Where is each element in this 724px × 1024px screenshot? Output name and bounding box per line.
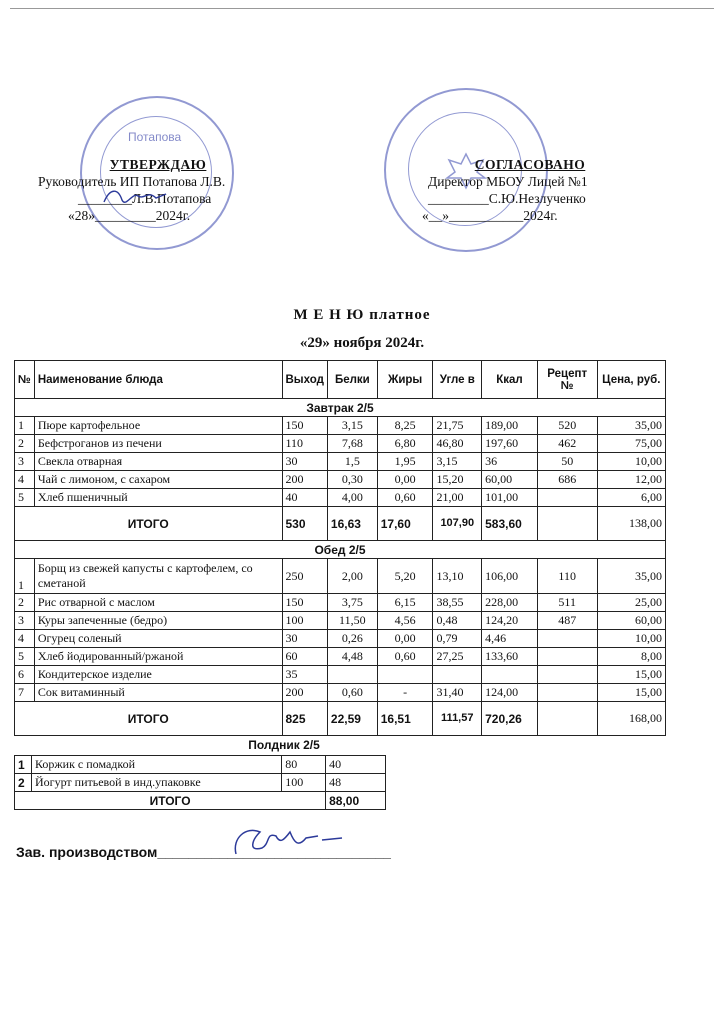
total-recipe-empty (537, 507, 597, 541)
dish-fat: 8,25 (377, 417, 433, 435)
row-number: 4 (15, 471, 35, 489)
dish-protein: 1,5 (327, 453, 377, 471)
snack-total-row (15, 792, 386, 810)
dish-carbs: 21,75 (433, 417, 482, 435)
dish-output: 30 (282, 630, 327, 648)
signature-label: Зав. производством______________________________ (16, 844, 391, 860)
table-row (15, 453, 666, 471)
stamp-left-text: Потапова (128, 130, 182, 144)
dish-protein: 7,68 (327, 435, 377, 453)
dish-fat: 6,15 (377, 594, 433, 612)
dish-name: Хлеб йодированный/ржаной (34, 648, 282, 666)
breakfast-total-row (15, 507, 666, 541)
dish-protein: 0,60 (327, 684, 377, 702)
row-number: 1 (15, 756, 32, 774)
dish-name: Хлеб пшеничный (34, 489, 282, 507)
dish-protein: 0,30 (327, 471, 377, 489)
dish-recipe: 462 (537, 435, 597, 453)
dish-recipe: 520 (537, 417, 597, 435)
col-carbs: Угле в (433, 361, 482, 399)
table-row (15, 666, 666, 684)
total-price: 138,00 (597, 507, 665, 541)
total-fat: 17,60 (377, 507, 433, 541)
dish-price: 6,00 (597, 489, 665, 507)
dish-kcal (482, 666, 538, 684)
dish-carbs: 38,55 (433, 594, 482, 612)
row-number: 6 (15, 666, 35, 684)
dish-output: 100 (282, 612, 327, 630)
row-number: 3 (15, 453, 35, 471)
col-kcal: Ккал (482, 361, 538, 399)
row-number: 5 (15, 489, 35, 507)
menu-title: М Е Н Ю платное (293, 307, 431, 323)
dish-protein: 2,00 (327, 559, 377, 594)
dish-fat: - (377, 684, 433, 702)
dish-kcal: 4,46 (482, 630, 538, 648)
dish-price: 15,00 (597, 684, 665, 702)
table-row (15, 594, 666, 612)
dish-recipe: 50 (537, 453, 597, 471)
dish-carbs: 0,79 (433, 630, 482, 648)
table-row (15, 612, 666, 630)
dish-carbs: 27,25 (433, 648, 482, 666)
table-row (15, 648, 666, 666)
approval-block-left (38, 156, 298, 224)
col-fat: Жиры (377, 361, 433, 399)
dish-fat: 6,80 (377, 435, 433, 453)
row-number: 2 (15, 594, 35, 612)
breakfast-section-row (15, 399, 666, 417)
dish-name: Йогурт питьевой в инд.упаковке (31, 774, 281, 792)
dish-carbs: 3,15 (433, 453, 482, 471)
approve-date: «28»_________2024г. (68, 208, 191, 223)
dish-carbs (433, 666, 482, 684)
total-kcal: 583,60 (482, 507, 538, 541)
table-row (15, 774, 386, 792)
total-protein: 16,63 (327, 507, 377, 541)
table-row (15, 559, 666, 594)
row-number: 7 (15, 684, 35, 702)
dish-price: 10,00 (597, 630, 665, 648)
approve-position: Руководитель ИП Потапова Л.В. (38, 174, 226, 189)
dish-recipe: 686 (537, 471, 597, 489)
dish-output: 35 (282, 666, 327, 684)
dish-protein: 4,48 (327, 648, 377, 666)
table-row (15, 684, 666, 702)
dish-recipe (537, 630, 597, 648)
dish-name: Рис отварной с маслом (34, 594, 282, 612)
dish-protein: 0,26 (327, 630, 377, 648)
total-output: 530 (282, 507, 327, 541)
dish-fat: 0,60 (377, 648, 433, 666)
total-recipe-empty (537, 702, 597, 736)
dish-output: 60 (282, 648, 327, 666)
dish-recipe (537, 648, 597, 666)
total-label: ИТОГО (15, 507, 283, 541)
approve-heading: УТВЕРЖДАЮ (109, 157, 207, 172)
dish-protein: 11,50 (327, 612, 377, 630)
agree-signature-line: _________С.Ю.Незлученко (428, 191, 586, 206)
dish-recipe (537, 666, 597, 684)
dish-price: 35,00 (597, 417, 665, 435)
dish-kcal: 124,20 (482, 612, 538, 630)
dish-carbs: 0,48 (433, 612, 482, 630)
total-protein: 22,59 (327, 702, 377, 736)
dish-price: 48 (326, 774, 386, 792)
dish-carbs: 46,80 (433, 435, 482, 453)
total-label: ИТОГО (15, 702, 283, 736)
total-carbs: 111,57 (433, 702, 482, 736)
dish-kcal: 189,00 (482, 417, 538, 435)
snack-section-label: Полдник 2/5 (248, 738, 320, 752)
col-protein: Белки (327, 361, 377, 399)
dish-price: 25,00 (597, 594, 665, 612)
row-number: 2 (15, 774, 32, 792)
total-price: 88,00 (326, 792, 386, 810)
table-header-row (15, 361, 666, 399)
col-output: Выход (282, 361, 327, 399)
table-row (15, 489, 666, 507)
dish-name: Куры запеченные (бедро) (34, 612, 282, 630)
row-number: 4 (15, 630, 35, 648)
dish-protein: 3,75 (327, 594, 377, 612)
menu-table (14, 360, 666, 736)
dish-output: 250 (282, 559, 327, 594)
dish-fat: 0,60 (377, 489, 433, 507)
dish-recipe: 487 (537, 612, 597, 630)
dish-name: Свекла отварная (34, 453, 282, 471)
dish-recipe (537, 684, 597, 702)
approve-signature-line: ________Л.В.Потапова (78, 191, 212, 206)
agree-heading: СОГЛАСОВАНО (474, 157, 586, 172)
dish-name: Бефстроганов из печени (34, 435, 282, 453)
dish-output: 80 (282, 756, 326, 774)
table-row (15, 435, 666, 453)
breakfast-section-label: Завтрак 2/5 (15, 399, 666, 417)
total-carbs: 107,90 (433, 507, 482, 541)
dish-output: 100 (282, 774, 326, 792)
dish-recipe (537, 489, 597, 507)
signature-scribble-bottom (226, 818, 346, 866)
dish-price: 60,00 (597, 612, 665, 630)
table-row (15, 756, 386, 774)
dish-kcal: 60,00 (482, 471, 538, 489)
dish-fat: 4,56 (377, 612, 433, 630)
total-fat: 16,51 (377, 702, 433, 736)
agree-date: «__»___________2024г. (422, 208, 558, 223)
dish-name: Кондитерское изделие (34, 666, 282, 684)
total-output: 825 (282, 702, 327, 736)
total-kcal: 720,26 (482, 702, 538, 736)
dish-output: 30 (282, 453, 327, 471)
top-border-line (10, 8, 714, 9)
col-recipe: Рецепт № (537, 361, 597, 399)
row-number: 3 (15, 612, 35, 630)
agree-position: Директор МБОУ Лицей №1 (428, 174, 588, 189)
row-number: 1 (15, 559, 35, 594)
dish-name: Сок витаминный (34, 684, 282, 702)
col-price: Цена, руб. (597, 361, 665, 399)
dish-fat (377, 666, 433, 684)
dish-kcal: 197,60 (482, 435, 538, 453)
dish-kcal: 106,00 (482, 559, 538, 594)
dish-price: 35,00 (597, 559, 665, 594)
dish-output: 40 (282, 489, 327, 507)
dish-kcal: 124,00 (482, 684, 538, 702)
dish-fat: 0,00 (377, 630, 433, 648)
dish-kcal: 133,60 (482, 648, 538, 666)
dish-output: 110 (282, 435, 327, 453)
snack-table (14, 755, 386, 810)
lunch-section-label: Обед 2/5 (15, 541, 666, 559)
dish-name: Пюре картофельное (34, 417, 282, 435)
row-number: 1 (15, 417, 35, 435)
table-row (15, 417, 666, 435)
dish-carbs: 13,10 (433, 559, 482, 594)
dish-recipe: 110 (537, 559, 597, 594)
approval-block-right (400, 156, 640, 224)
lunch-total-row (15, 702, 666, 736)
dish-price: 40 (326, 756, 386, 774)
dish-output: 200 (282, 684, 327, 702)
dish-name: Чай с лимоном, с сахаром (34, 471, 282, 489)
dish-output: 200 (282, 471, 327, 489)
dish-fat: 1,95 (377, 453, 433, 471)
signature-scribble-left (100, 184, 170, 210)
table-row (15, 471, 666, 489)
dish-carbs: 21,00 (433, 489, 482, 507)
row-number: 5 (15, 648, 35, 666)
dish-kcal: 36 (482, 453, 538, 471)
dish-name: Борщ из свежей капусты с картофелем, со сметаной (34, 559, 282, 594)
row-number: 2 (15, 435, 35, 453)
dish-fat: 5,20 (377, 559, 433, 594)
dish-output: 150 (282, 417, 327, 435)
dish-price: 8,00 (597, 648, 665, 666)
dish-protein: 3,15 (327, 417, 377, 435)
dish-kcal: 101,00 (482, 489, 538, 507)
table-row (15, 630, 666, 648)
dish-protein (327, 666, 377, 684)
dish-protein: 4,00 (327, 489, 377, 507)
dish-name: Коржик с помадкой (31, 756, 281, 774)
dish-fat: 0,00 (377, 471, 433, 489)
dish-carbs: 31,40 (433, 684, 482, 702)
dish-price: 15,00 (597, 666, 665, 684)
total-price: 168,00 (597, 702, 665, 736)
dish-kcal: 228,00 (482, 594, 538, 612)
total-label: ИТОГО (15, 792, 326, 810)
dish-recipe: 511 (537, 594, 597, 612)
col-number: № (15, 361, 35, 399)
dish-name: Огурец соленый (34, 630, 282, 648)
dish-output: 150 (282, 594, 327, 612)
menu-date: «29» ноября 2024г. (299, 335, 425, 351)
dish-price: 12,00 (597, 471, 665, 489)
dish-carbs: 15,20 (433, 471, 482, 489)
col-dish-name: Наименование блюда (34, 361, 282, 399)
dish-price: 10,00 (597, 453, 665, 471)
lunch-section-row (15, 541, 666, 559)
dish-price: 75,00 (597, 435, 665, 453)
